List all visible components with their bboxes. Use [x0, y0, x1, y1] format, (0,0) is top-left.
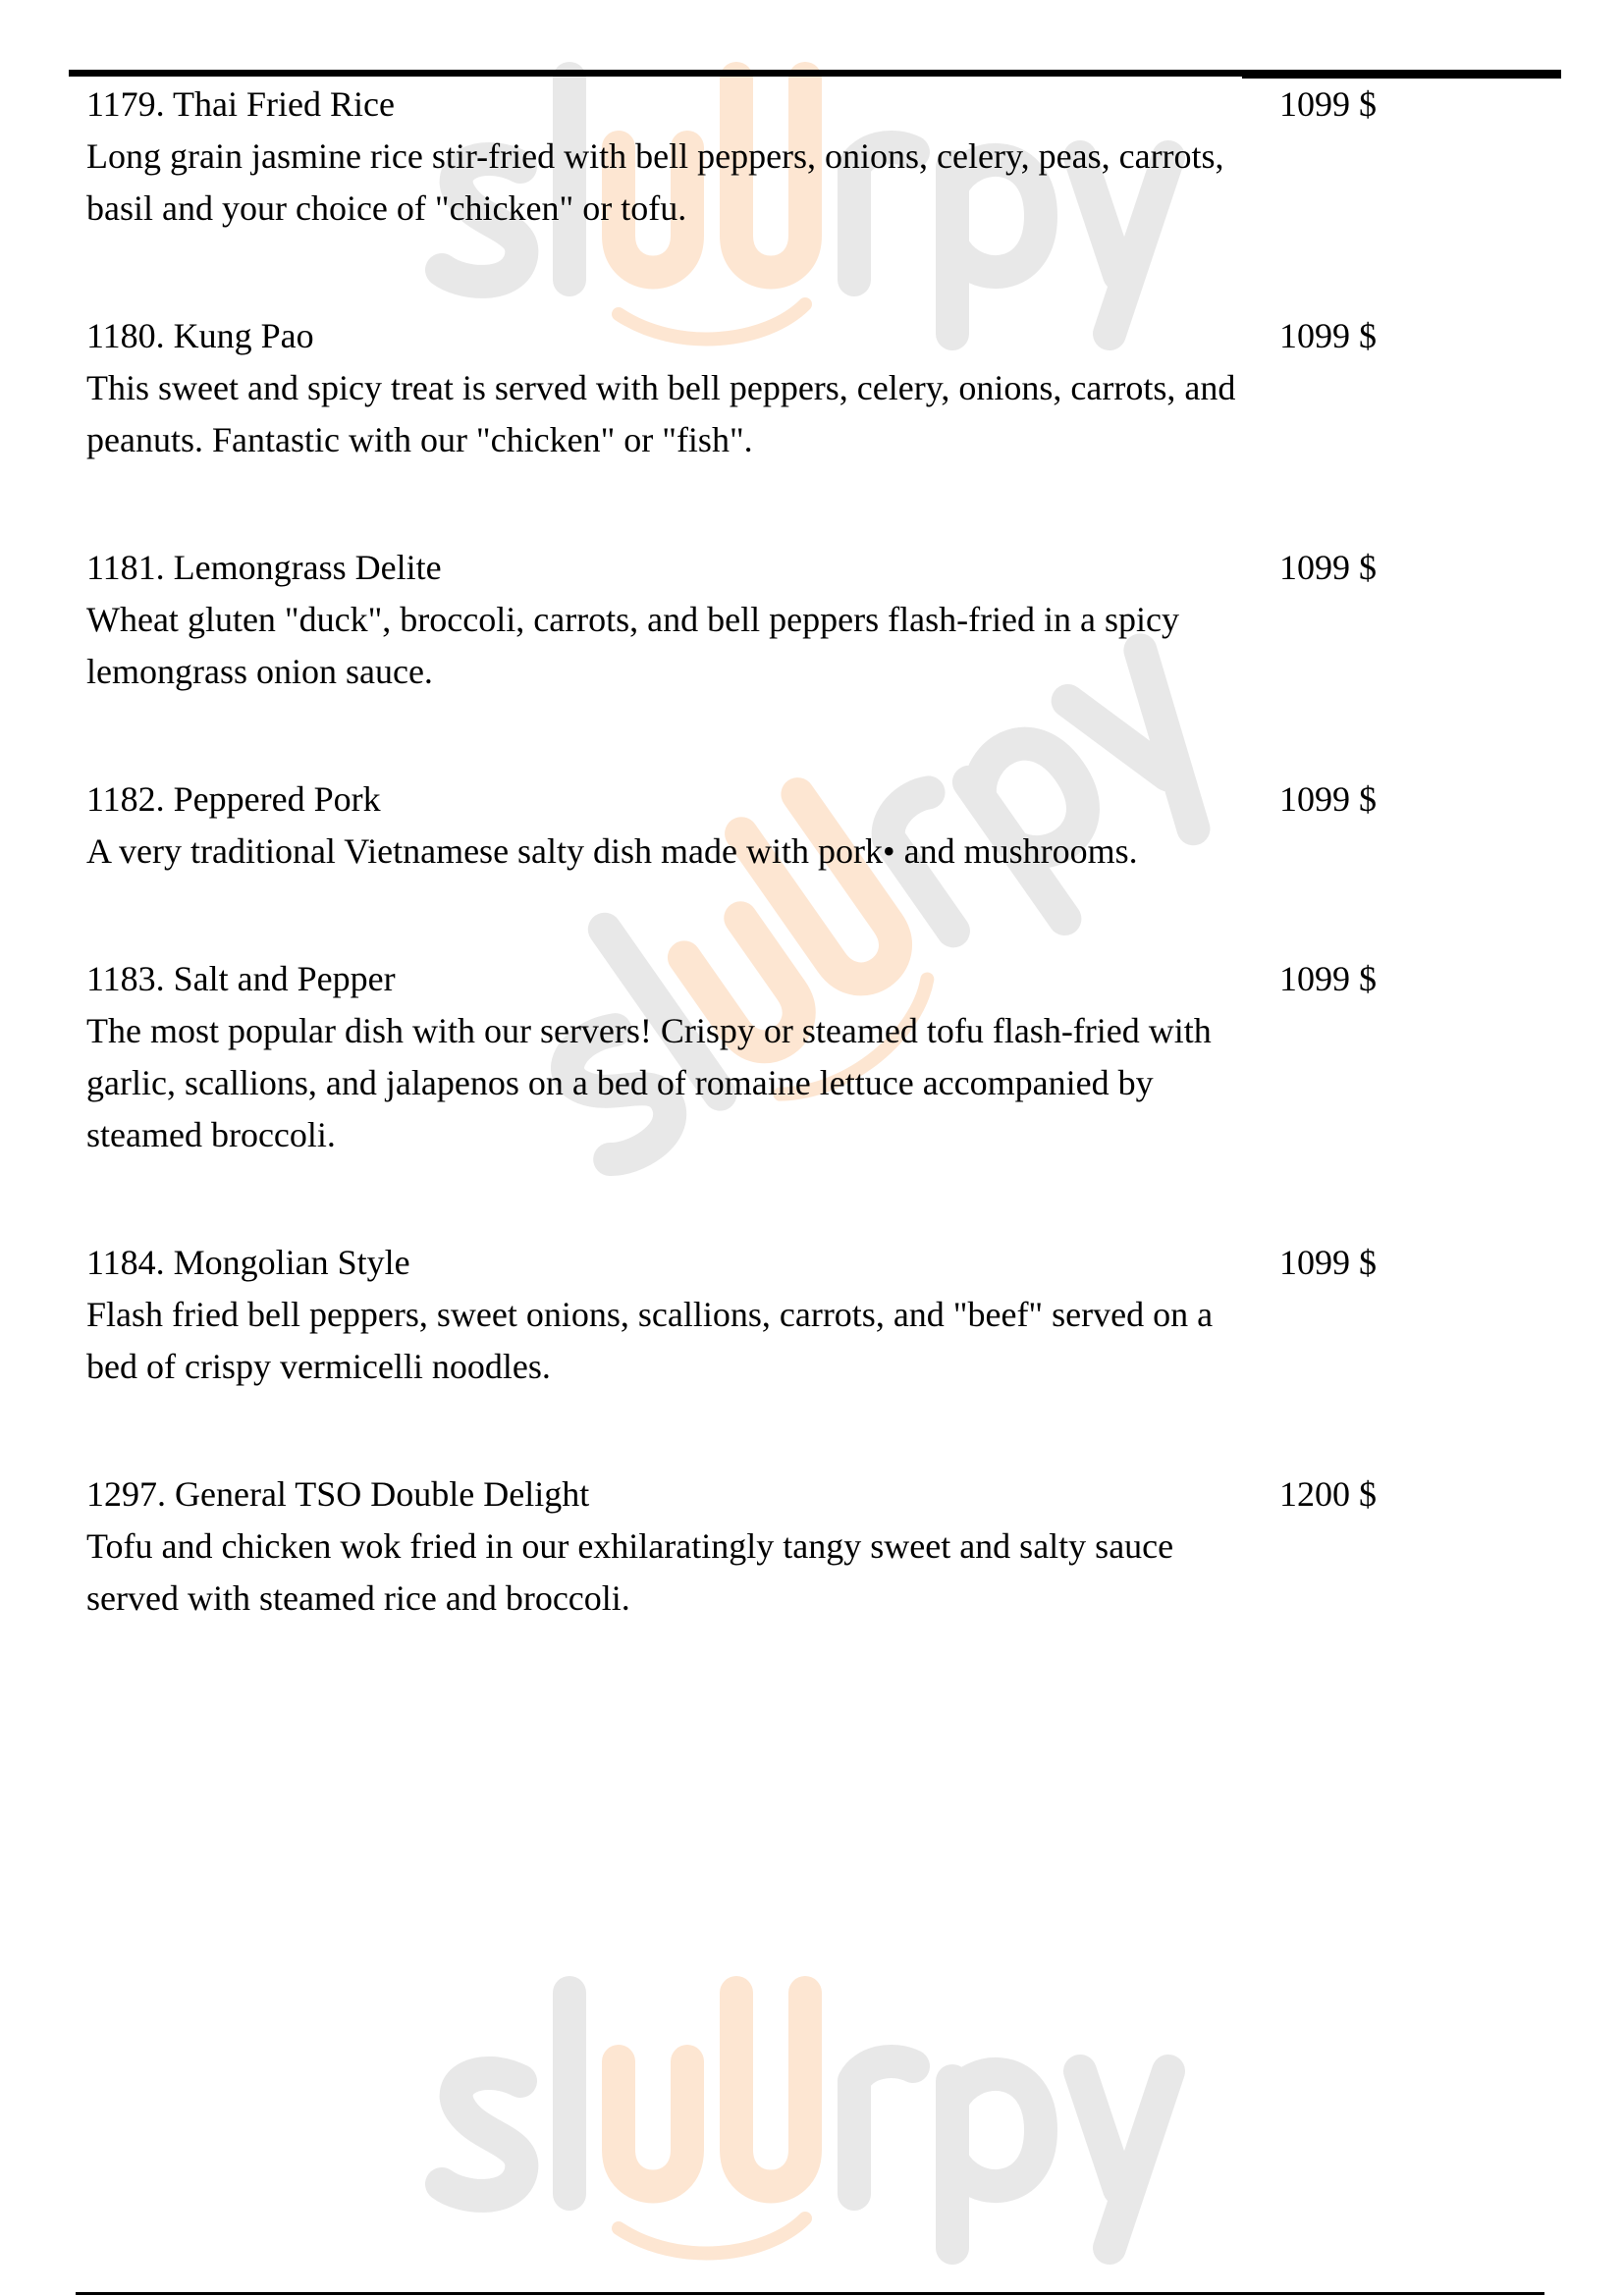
item-description: This sweet and spicy treat is served with bell peppers, celery, onions, carrots, and peanuts. Fantastic with our "chicken" or "fish".	[86, 368, 1236, 459]
item-description: Flash fried bell peppers, sweet onions, scallions, carrots, and "beef" served on a bed of crispy vermicelli noodles.	[86, 1295, 1214, 1386]
item-title: 1183. Salt and Pepper	[86, 959, 396, 998]
item-price: 1099 $	[1279, 779, 1377, 819]
item-title: 1184. Mongolian Style	[86, 1243, 410, 1282]
watermark-logo	[422, 1953, 1208, 2268]
top-rule-right	[1242, 70, 1561, 79]
item-price: 1099 $	[1279, 84, 1377, 124]
item-price: 1099 $	[1279, 959, 1377, 998]
item-title: 1179. Thai Fried Rice	[86, 84, 395, 124]
item-description: A very traditional Vietnamese salty dish made with pork• and mushrooms.	[86, 831, 1138, 871]
menu-item	[86, 1468, 1540, 1625]
menu-item	[86, 953, 1540, 1161]
item-description: The most popular dish with our servers! Crispy or steamed tofu flash-fried with garlic, scallions, and jalapenos on a bed of romaine lettuce accompanied by steamed broccoli.	[86, 1011, 1212, 1154]
menu-item	[86, 310, 1540, 466]
menu-item	[86, 1237, 1540, 1393]
menu-list	[86, 79, 1540, 1700]
item-price: 1099 $	[1279, 548, 1377, 587]
menu-item	[86, 79, 1540, 235]
item-description: Tofu and chicken wok fried in our exhilaratingly tangy sweet and salty sauce served with steamed rice and broccoli.	[86, 1526, 1174, 1618]
item-price: 1099 $	[1279, 316, 1377, 355]
item-title: 1181. Lemongrass Delite	[86, 548, 442, 587]
bottom-rule	[76, 2292, 1544, 2295]
menu-item	[86, 542, 1540, 698]
item-description: Long grain jasmine rice stir-fried with bell peppers, onions, celery, peas, carrots, basil and your choice of "chicken" or tofu.	[86, 136, 1224, 228]
item-title: 1180. Kung Pao	[86, 316, 314, 355]
item-price: 1099 $	[1279, 1243, 1377, 1282]
item-price: 1200 $	[1279, 1474, 1377, 1514]
item-description: Wheat gluten "duck", broccoli, carrots, and bell peppers flash-fried in a spicy lemongrass onion sauce.	[86, 600, 1179, 691]
item-title: 1182. Peppered Pork	[86, 779, 381, 819]
menu-item	[86, 774, 1540, 878]
item-title: 1297. General TSO Double Delight	[86, 1474, 590, 1514]
